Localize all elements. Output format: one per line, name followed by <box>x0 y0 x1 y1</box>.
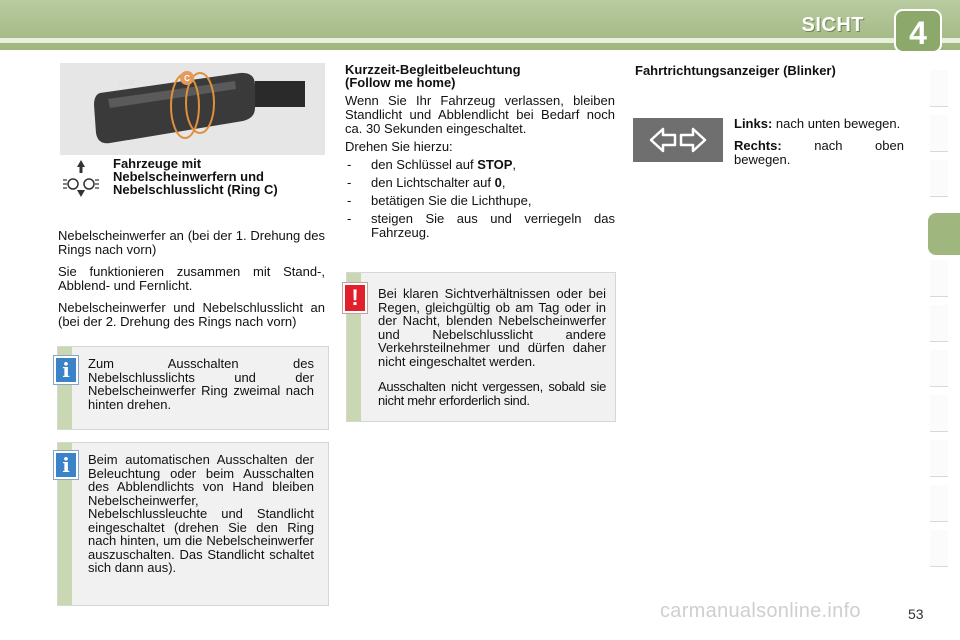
follow-me-instructions-intro: Drehen Sie hierzu: <box>345 139 453 154</box>
blinker-right-text: Rechts: nach oben bewegen. <box>734 138 904 167</box>
chapter-tab[interactable] <box>930 530 948 567</box>
chapter-tab[interactable] <box>930 160 948 197</box>
blinker-left-label: Links: <box>734 116 773 131</box>
chapter-tab[interactable] <box>930 260 948 297</box>
chapter-number-badge <box>893 8 943 54</box>
stalk-auto-label: AUTO <box>118 81 135 87</box>
chapter-tab[interactable] <box>930 305 948 342</box>
blinker-heading: Fahrtrichtungsanzeiger (Blinker) <box>635 63 836 78</box>
chapter-tab-active[interactable] <box>928 213 960 255</box>
follow-me-step: - steigen Sie aus und verriegeln das Fahrzeug. <box>345 212 615 240</box>
chapter-title: SICHT <box>801 14 864 36</box>
info-box-switch-off <box>57 346 329 430</box>
info-icon: i <box>54 356 78 384</box>
follow-me-step: - betätigen Sie die Lichthupe, <box>345 194 615 208</box>
turn-signal-arrows-icon <box>633 118 723 162</box>
fog-light-icon <box>62 158 100 198</box>
watermark: carmanualsonline.info <box>660 600 861 622</box>
chapter-number: 4 <box>909 15 927 51</box>
fog-heading: Fahrzeuge mit Nebelscheinwerfern und Nebelschlusslicht (Ring C) <box>113 156 278 197</box>
lighting-stalk-illustration <box>60 63 325 155</box>
chapter-tab[interactable] <box>930 485 948 522</box>
info-icon: i <box>54 451 78 479</box>
blinker-left-text: Links: nach unten bewegen. <box>734 116 901 131</box>
ring-c-label: C <box>184 74 190 83</box>
chapter-tab[interactable] <box>930 440 948 477</box>
follow-me-heading: Kurzzeit-Begleitbeleuchtung (Follow me home) <box>345 62 521 90</box>
warning-text-2: Ausschalten nicht vergessen, sobald sie nicht mehr erforderlich sind. <box>378 379 606 408</box>
follow-me-step: - den Schlüssel auf STOP, <box>345 158 615 172</box>
info-box-auto-off <box>57 442 329 606</box>
follow-me-steps <box>345 158 615 240</box>
chapter-tab[interactable] <box>930 350 948 387</box>
fog-paragraph-2: Sie funktionieren zusammen mit Stand-, Abblend- und Fernlicht. <box>58 264 325 293</box>
blinker-right-label: Rechts: <box>734 138 782 153</box>
chapter-tab[interactable] <box>930 70 948 107</box>
fog-paragraph-3: Nebelscheinwerfer und Nebelschlusslicht an (bei der 2. Drehung des Rings nach vorn) <box>58 300 325 329</box>
info-box-text: Beim automatischen Ausschalten der Beleuchtung oder beim Ausschalten des Abblendlichts von Hand bleiben Nebelscheinwerfer, Nebelschlussleuchte und Standlicht eingeschaltet (drehen Sie den Ring nach hinten, um die Nebelscheinwerfer auszuschalten. Das Standlicht schaltet sich dann aus). <box>88 452 314 575</box>
info-box-text: Zum Ausschalten des Nebelschlusslichts und der Nebelscheinwerfer Ring zweimal nach hinten drehen. <box>88 356 314 412</box>
page-number: 53 <box>908 606 924 622</box>
warning-box <box>346 272 616 422</box>
header-band <box>0 38 960 43</box>
chapter-tab-strip <box>930 70 960 575</box>
warning-text: Bei klaren Sichtverhältnissen oder bei Regen, gleichgültig ob am Tag oder in der Nacht, blenden Nebelscheinwerfer und Nebelschlusslicht andere Verkehrsteilnehmer und dürfen daher nicht eingeschaltet werden. <box>378 286 606 369</box>
chapter-tab[interactable] <box>930 115 948 152</box>
follow-me-step: - den Lichtschalter auf 0, <box>345 176 615 190</box>
warning-icon: ! <box>343 283 367 313</box>
chapter-tab[interactable] <box>930 395 948 432</box>
fog-paragraph-1: Nebelscheinwerfer an (bei der 1. Drehung des Rings nach vorn) <box>58 228 325 257</box>
follow-me-paragraph: Wenn Sie Ihr Fahrzeug verlassen, bleiben Standlicht und Abblendlicht bei Bedarf noch ca. 30 Sekunden eingeschaltet. <box>345 93 615 136</box>
